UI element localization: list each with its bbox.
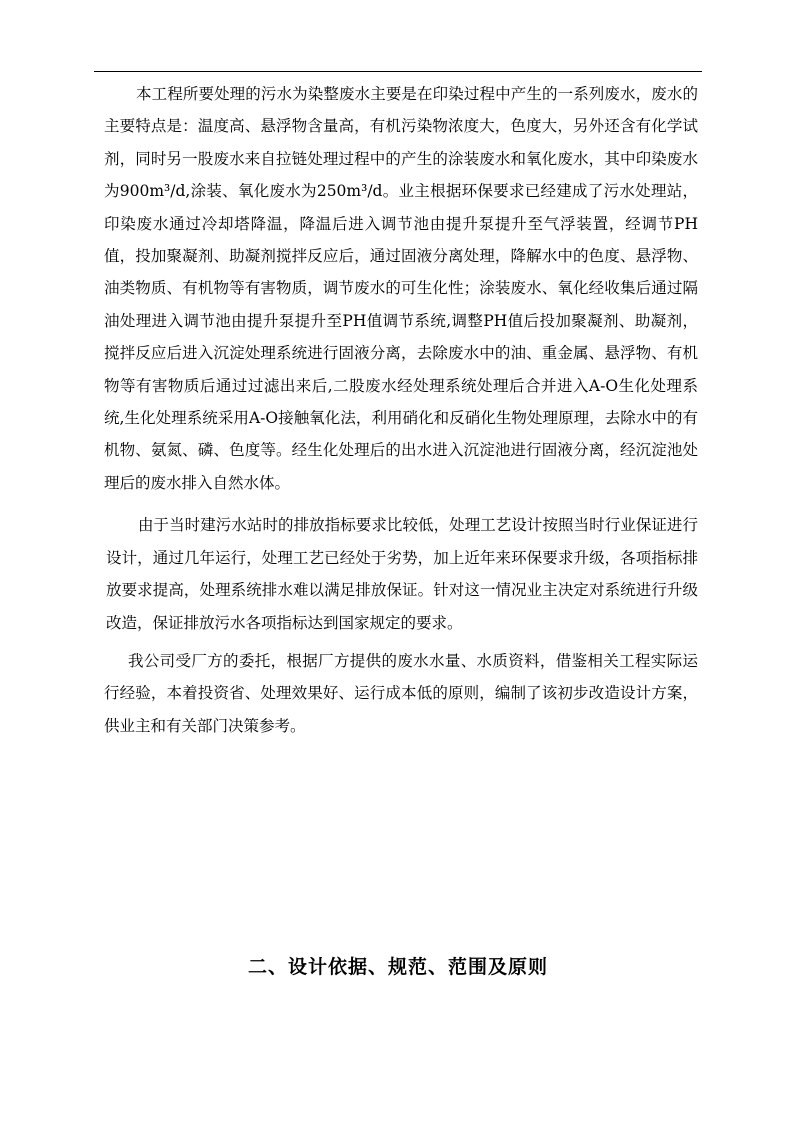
paragraph-project-overview: 本工程所要处理的污水为染整废水主要是在印染过程中产生的一系列废水，废水的主要特点是：温度高、悬浮物含量高，有机污染物浓度大，色度大，另外还含有化学试剂，同时另一股废水来自拉链处理过程中的产生的涂装废水和氧化废水，其中印染废水为900m³/d,涂装、氧化废水为250m³/d。业主根据环保要求已经建成了污水处理站，印染废水通过冷却塔降温，降温后进入调节池由提升泵提升至气浮装置，经调节PH值，投加聚凝剂、助凝剂搅拌反应后，通过固液分离处理，降解水中的色度、悬浮物、油类物质、有机物等有害物质，调节废水的可生化性；涂装废水、氧化经收集后通过隔油处理进入调节池由提升泵提升至PH值调节系统,调整PH值后投加聚凝剂、助凝剂，搅拌反应后进入沉淀处理系统进行固液分离，去除废水中的油、重金属、悬浮物、有机物等有害物质后通过过滤出来后,二股废水经处理系统处理后合并进入A-O生化处理系统,生化处理系统采用A-O接触氧化法，利用硝化和反硝化生物处理原理，去除水中的有机物、氨氮、磷、色度等。经生化处理后的出水进入沉淀池进行固液分离，经沉淀池处理后的废水排入自然水体。 <box>104 85 698 492</box>
header-rule <box>94 71 702 72</box>
section-heading: 二、设计依据、规范、范围及原则 <box>247 956 548 978</box>
paragraph-commission: 我公司受厂方的委托，根据厂方提供的废水水量、水质资料，借鉴相关工程实际运行经验，本着投资省、处理效果好、运行成本低的原则，编制了该初步改造设计方案，供业主和有关部门决策参考。 <box>104 651 698 735</box>
document-body <box>104 78 698 742</box>
paragraph-upgrade-reason: 由于当时建污水站时的排放指标要求比较低，处理工艺设计按照当时行业保证进行设计，通过几年运行，处理工艺已经处于劣势，加上近年来环保要求升级，各项指标排放要求提高，处理系统排水难以满足排放保证。针对这一情况业主决定对系统进行升级改造，保证排放污水各项指标达到国家规定的要求。 <box>106 516 698 632</box>
